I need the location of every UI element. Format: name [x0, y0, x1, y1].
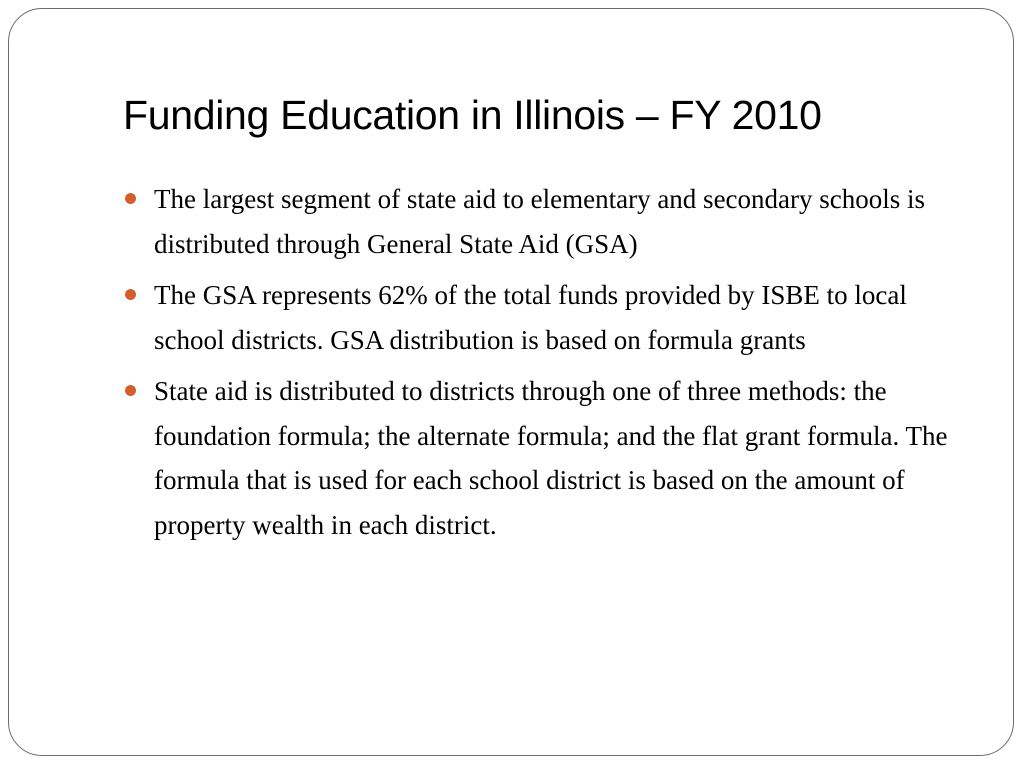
bullet-text: The GSA represents 62% of the total funds provided by ISBE to local school districts. GSA distribution is based on formula grants: [154, 280, 907, 355]
bullet-dot-icon: [125, 193, 136, 204]
bullet-dot-icon: [125, 385, 136, 396]
bullet-item-gsa-largest-segment: [123, 177, 983, 266]
bullet-text: State aid is distributed to districts through one of three methods: the foundation formula; the alternate formula; and the flat grant formula. The formula that is used for each school district is based on the amount of property wealth in each district.: [154, 376, 948, 540]
slide-frame: [8, 8, 1014, 756]
bullet-item-gsa-percentage: [123, 273, 983, 362]
bullet-text: The largest segment of state aid to elementary and secondary schools is distributed through General State Aid (GSA): [154, 184, 926, 259]
bullet-item-distribution-methods: [123, 369, 983, 547]
slide-title: Funding Education in Illinois – FY 2010: [123, 92, 822, 138]
bullet-list: [123, 177, 983, 554]
bullet-dot-icon: [125, 289, 136, 300]
